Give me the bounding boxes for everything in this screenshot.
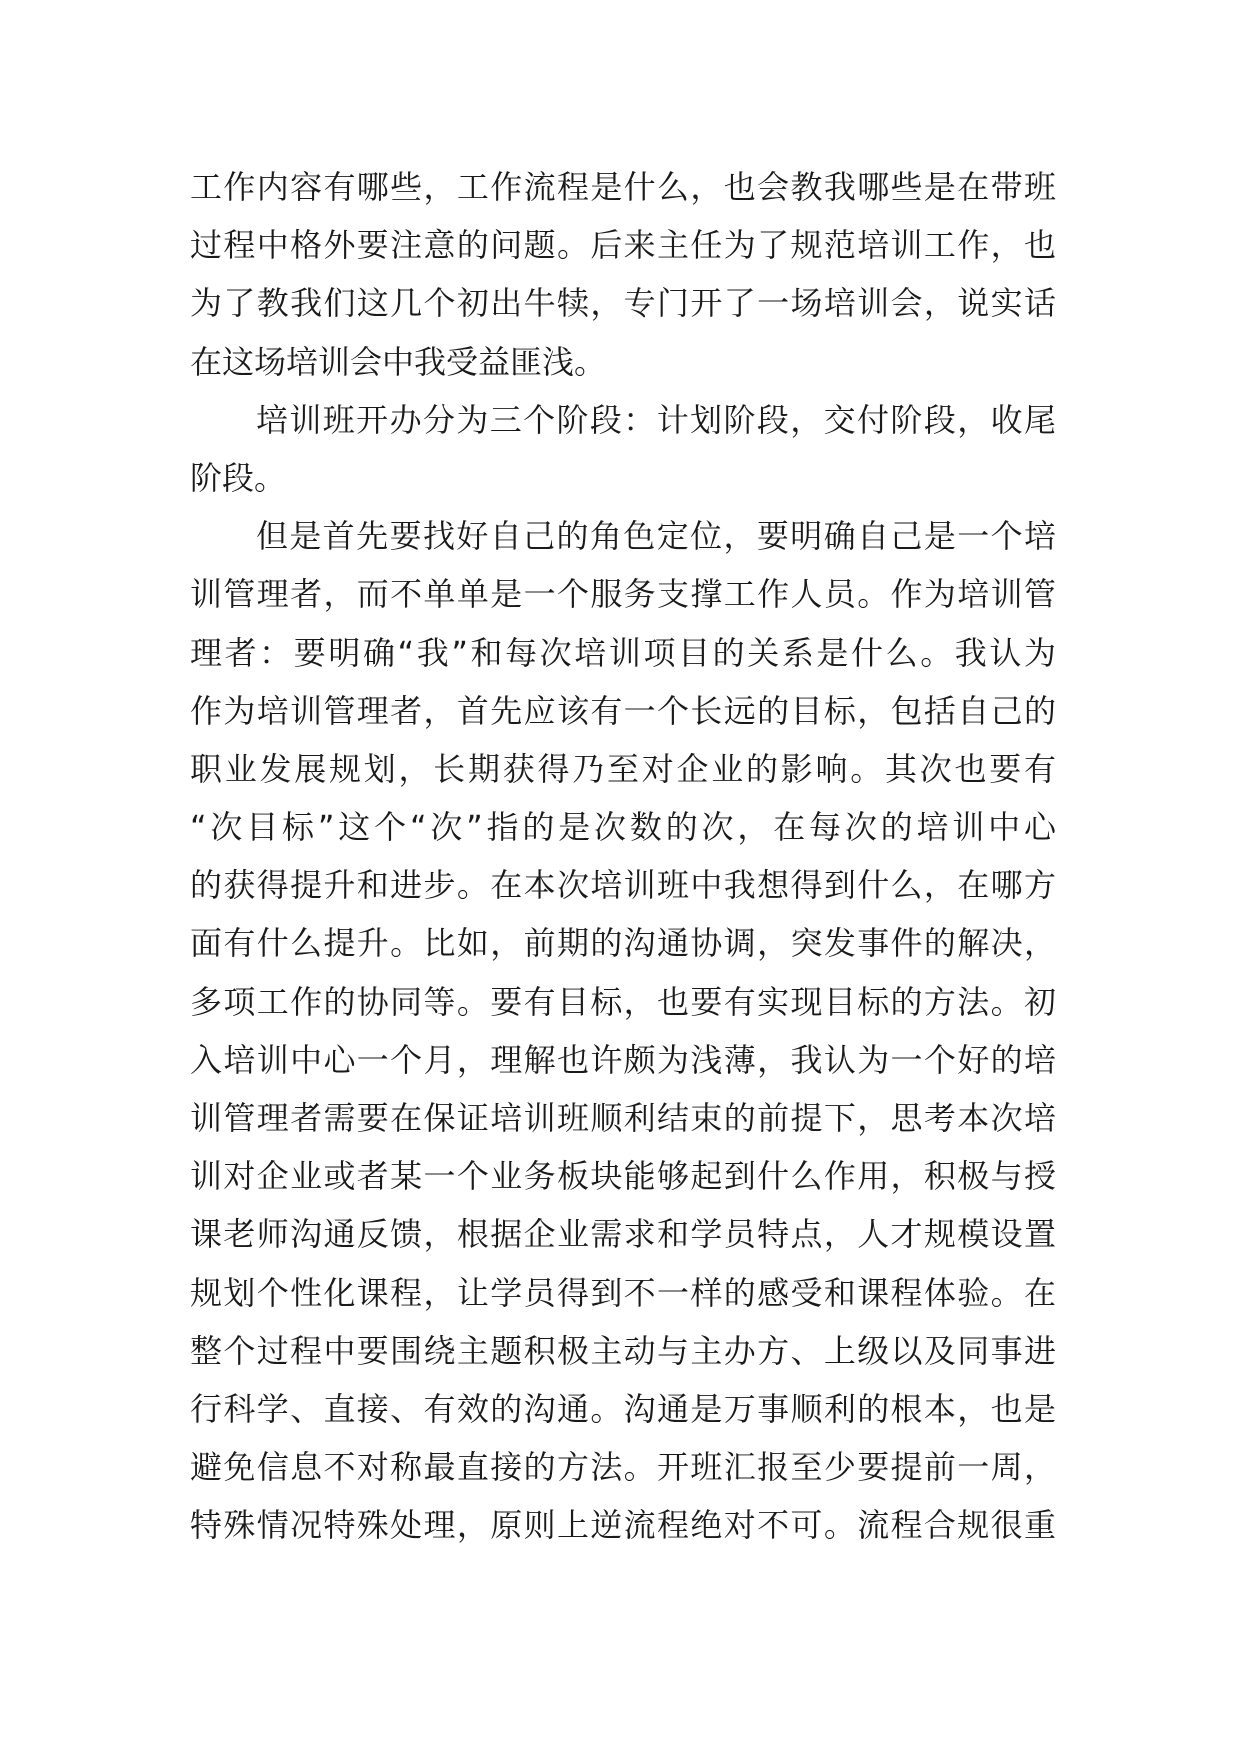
text-line: 避免信息不对称最直接的方法。开班汇报至少要提前一周， bbox=[190, 1448, 1056, 1487]
text-line: 训对企业或者某一个业务板块能够起到什么作用，积极与授 bbox=[190, 1157, 1056, 1196]
text-line: 规划个性化课程，让学员得到不一样的感受和课程体验。在 bbox=[190, 1273, 1056, 1312]
text-line: 特殊情况特殊处理，原则上逆流程绝对不可。流程合规很重 bbox=[190, 1506, 1056, 1545]
paragraph-first-line: 培训班开办分为三个阶段：计划阶段，交付阶段，收尾 bbox=[256, 400, 1056, 439]
paragraph-first-line: 但是首先要找好自己的角色定位，要明确自己是一个培 bbox=[256, 517, 1056, 556]
text-line: 在这场培训会中我受益匪浅。 bbox=[190, 342, 607, 381]
text-line: 入培训中心一个月，理解也许颇为浅薄，我认为一个好的培 bbox=[190, 1040, 1056, 1079]
text-line: 阶段。 bbox=[190, 458, 287, 497]
text-line: 课老师沟通反馈，根据企业需求和学员特点，人才规模设置 bbox=[190, 1215, 1056, 1254]
text-line: “次目标”这个“次”指的是次数的次，在每次的培训中心 bbox=[190, 808, 1056, 847]
text-line: 为了教我们这几个初出牛犊，专门开了一场培训会，说实话 bbox=[190, 284, 1056, 323]
text-line: 过程中格外要注意的问题。后来主任为了规范培训工作，也 bbox=[190, 226, 1056, 265]
text-line: 多项工作的协同等。要有目标，也要有实现目标的方法。初 bbox=[190, 982, 1056, 1021]
body-text bbox=[190, 158, 1056, 1555]
text-line: 理者：要明确“我”和每次培训项目的关系是什么。我认为 bbox=[190, 633, 1056, 672]
text-line: 训管理者需要在保证培训班顺利结束的前提下，思考本次培 bbox=[190, 1099, 1056, 1137]
text-line: 的获得提升和进步。在本次培训班中我想得到什么，在哪方 bbox=[190, 866, 1056, 905]
text-line: 作为培训管理者，首先应该有一个长远的目标，包括自己的 bbox=[190, 691, 1056, 730]
text-line: 行科学、直接、有效的沟通。沟通是万事顺利的根本，也是 bbox=[190, 1389, 1056, 1428]
text-line: 面有什么提升。比如，前期的沟通协调，突发事件的解决， bbox=[190, 924, 1056, 963]
text-line: 工作内容有哪些，工作流程是什么，也会教我哪些是在带班 bbox=[190, 168, 1056, 206]
text-line: 整个过程中要围绕主题积极主动与主办方、上级以及同事进 bbox=[190, 1331, 1056, 1370]
text-line: 训管理者，而不单单是一个服务支撑工作人员。作为培训管 bbox=[190, 575, 1056, 614]
text-line: 职业发展规划，长期获得乃至对企业的影响。其次也要有 bbox=[190, 749, 1056, 788]
